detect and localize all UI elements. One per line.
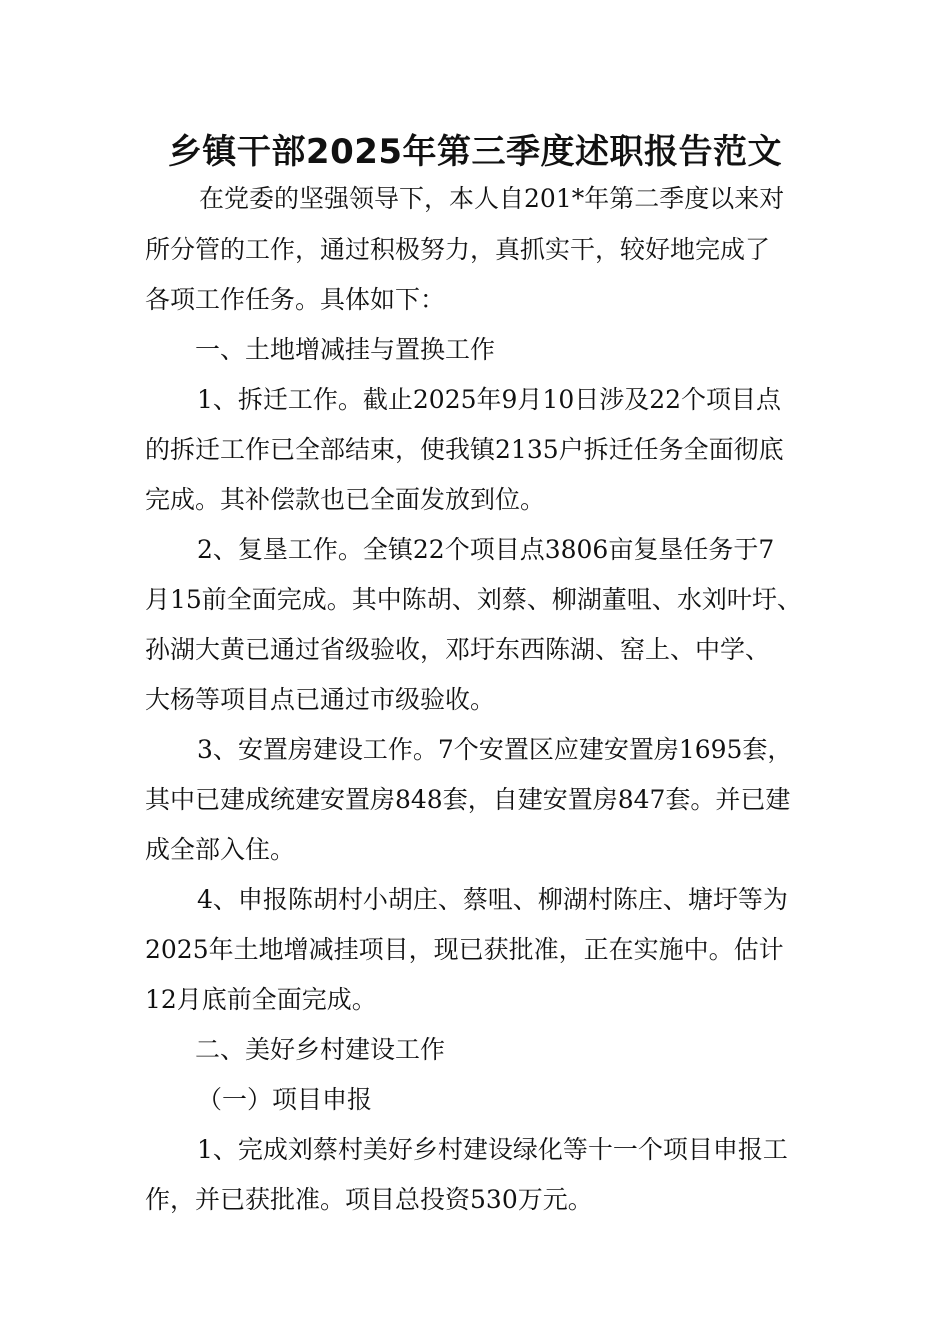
paragraph-line: 4、申报陈胡村小胡庄、蔡咀、柳湖村陈庄、塘圩等为 [197, 885, 788, 914]
paragraph-line: 所分管的工作，通过积极努力，真抓实干，较好地完成了 [145, 235, 771, 264]
paragraph-line: 成全部入住。 [145, 835, 296, 864]
document-title: 乡镇干部2025年第三季度述职报告范文 [167, 132, 783, 172]
paragraph-line: 各项工作任务。具体如下： [145, 285, 446, 314]
subsection-heading: （一）项目申报 [197, 1085, 373, 1114]
paragraph-line: 2025年土地增减挂项目，现已获批准，正在实施中。估计 [145, 935, 784, 964]
paragraph-line: 其中已建成统建安置房848套，自建安置房847套。并已建 [145, 785, 791, 814]
paragraph-line: 2、复垦工作。全镇22个项目点3806亩复垦任务于7 [197, 535, 775, 564]
section-heading: 一、土地增减挂与置换工作 [195, 335, 496, 364]
paragraph-line: 1、完成刘蔡村美好乡村建设绿化等十一个项目申报工 [197, 1135, 788, 1164]
paragraph-line: 孙湖大黄已通过省级验收，邓圩东西陈湖、窑上、中学、 [145, 635, 771, 664]
paragraph-line: 3、安置房建设工作。7个安置区应建安置房1695套， [197, 735, 793, 764]
section-heading: 二、美好乡村建设工作 [195, 1035, 446, 1064]
paragraph-line: 大杨等项目点已通过市级验收。 [145, 685, 496, 714]
paragraph-line: 作，并已获批准。项目总投资530万元。 [145, 1185, 593, 1214]
paragraph-line: 月15前全面完成。其中陈胡、刘蔡、柳湖董咀、水刘叶圩、 [145, 585, 802, 614]
paragraph-line: 完成。其补偿款也已全面发放到位。 [145, 485, 546, 514]
paragraph-line: 的拆迁工作已全部结束，使我镇2135户拆迁任务全面彻底 [145, 435, 784, 464]
paragraph-line: 12月底前全面完成。 [145, 985, 377, 1014]
paragraph-line: 在党委的坚强领导下，本人自201*年第二季度以来对 [199, 184, 785, 213]
paragraph-line: 1、拆迁工作。截止2025年9月10日涉及22个项目点 [197, 385, 782, 414]
